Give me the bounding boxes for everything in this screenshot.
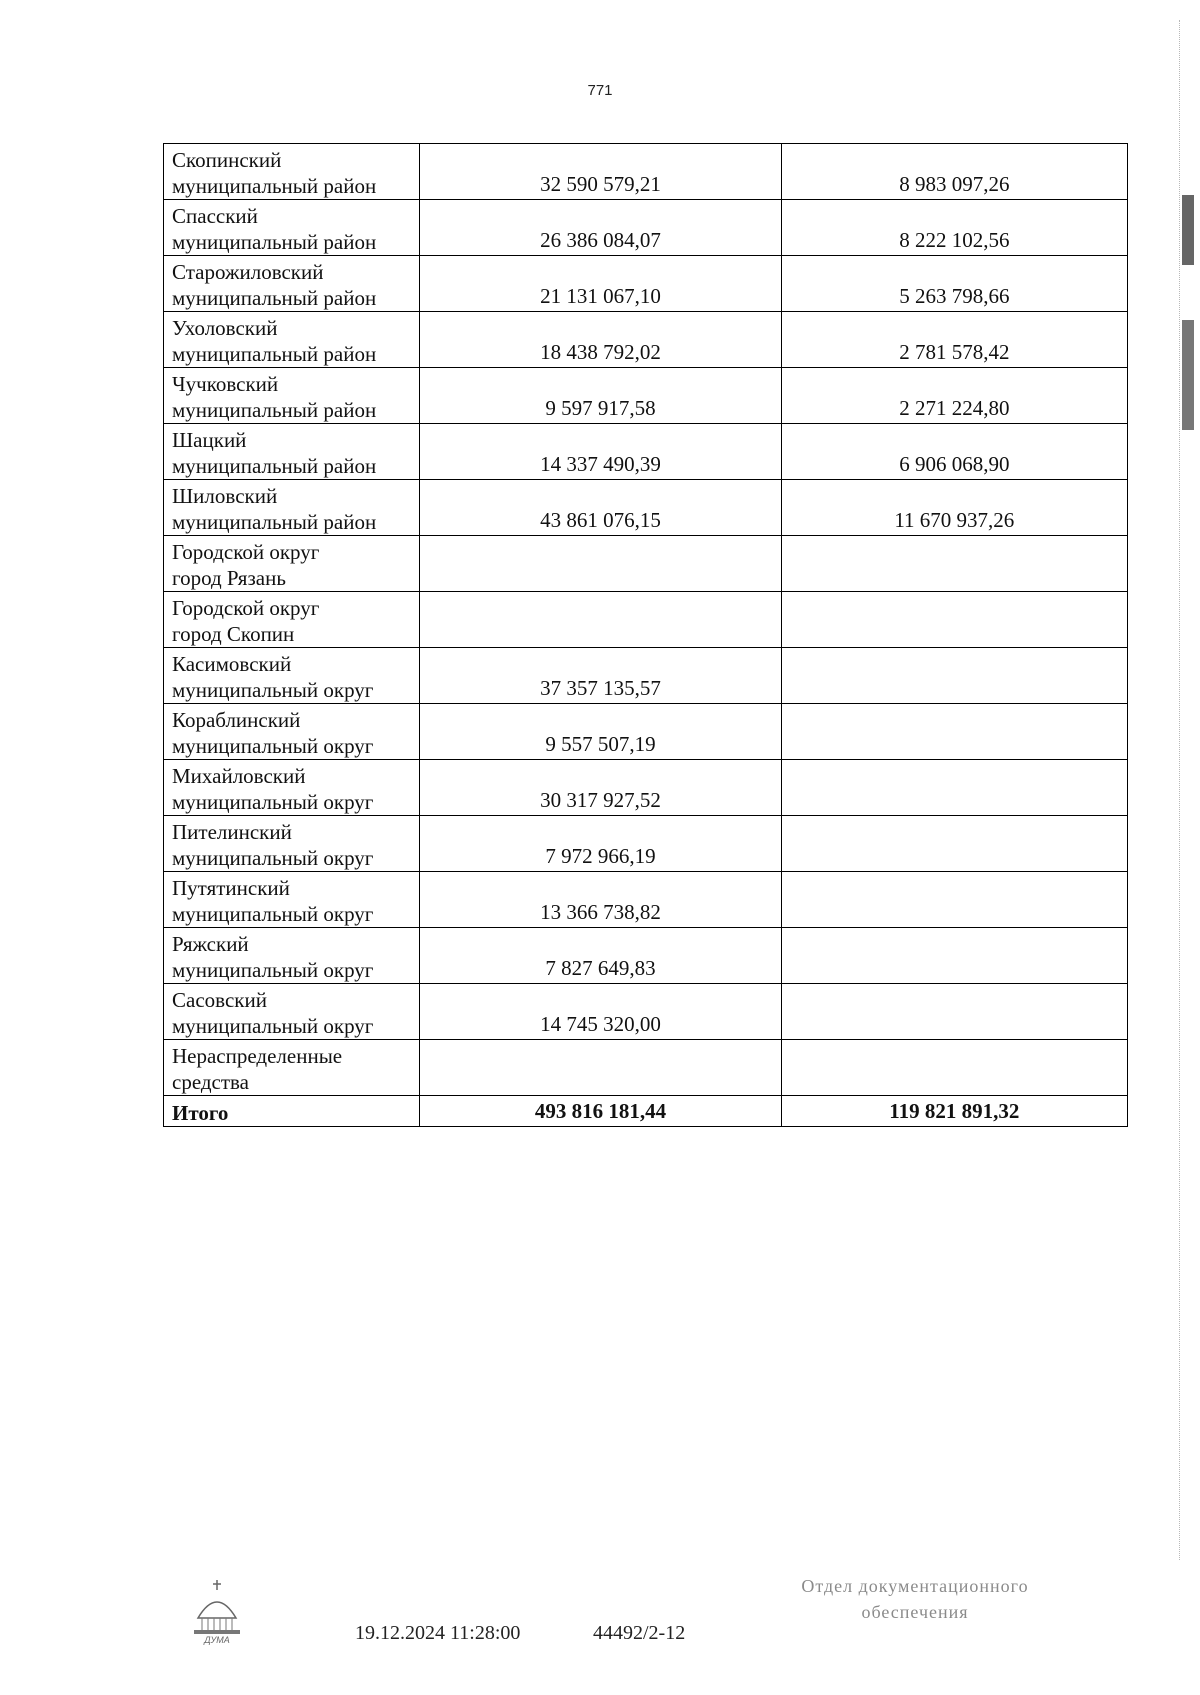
amount-cell-2: 8 222 102,56 <box>781 200 1127 256</box>
stamp-line-1: Отдел документационного <box>801 1576 1029 1596</box>
amount-cell-1: 14 337 490,39 <box>420 424 781 480</box>
territory-name-line: Кораблинский <box>172 708 301 732</box>
stamp-line-2: обеспечения <box>861 1602 969 1622</box>
total-row <box>164 1096 1128 1127</box>
total-amount-cell-1: 493 816 181,44 <box>420 1096 781 1127</box>
amount-cell-1 <box>420 592 781 648</box>
amount-cell-1: 26 386 084,07 <box>420 200 781 256</box>
table-row <box>164 536 1128 592</box>
territory-name-line: муниципальный район <box>172 174 377 198</box>
territory-name-line: муниципальный район <box>172 342 377 366</box>
amount-cell-2 <box>781 872 1127 928</box>
amount-cell-2 <box>781 536 1127 592</box>
table-row <box>164 200 1128 256</box>
page-number: 771 <box>587 82 613 99</box>
amount-cell-1: 30 317 927,52 <box>420 760 781 816</box>
territory-name-cell <box>164 1040 420 1096</box>
territory-name-cell <box>164 704 420 760</box>
territory-name-line: муниципальный район <box>172 510 377 534</box>
total-amount-cell-2: 119 821 891,32 <box>781 1096 1127 1127</box>
territory-name-line: город Рязань <box>172 566 286 590</box>
table-row <box>164 704 1128 760</box>
amount-cell-2: 2 271 224,80 <box>781 368 1127 424</box>
total-label-cell: Итого <box>164 1096 420 1127</box>
footer-reg-number: 44492/2-12 <box>593 1622 686 1644</box>
table-row <box>164 760 1128 816</box>
amount-cell-1 <box>420 1040 781 1096</box>
territory-name-cell <box>164 760 420 816</box>
territory-name-cell <box>164 144 420 200</box>
table-row <box>164 872 1128 928</box>
territory-name-line: Путятинский <box>172 876 290 900</box>
territory-name-line: муниципальный округ <box>172 902 374 926</box>
territory-name-line: Старожиловский <box>172 260 324 284</box>
amount-cell-1 <box>420 536 781 592</box>
territory-name-cell <box>164 872 420 928</box>
territory-name-cell <box>164 592 420 648</box>
territory-name-line: муниципальный район <box>172 454 377 478</box>
territory-name-cell <box>164 480 420 536</box>
territory-name-line: муниципальный округ <box>172 846 374 870</box>
territory-name-line: Чучковский <box>172 372 279 396</box>
territory-name-line: Нераспределенные <box>172 1044 343 1068</box>
table-row <box>164 312 1128 368</box>
amount-cell-2 <box>781 648 1127 704</box>
amount-cell-2: 11 670 937,26 <box>781 480 1127 536</box>
amount-cell-2: 5 263 798,66 <box>781 256 1127 312</box>
table-body <box>164 144 1128 1127</box>
territory-name-line: Ухоловский <box>172 316 278 340</box>
territory-name-line: муниципальный округ <box>172 958 374 982</box>
territory-name-cell <box>164 984 420 1040</box>
territory-name-cell <box>164 200 420 256</box>
amount-cell-2: 8 983 097,26 <box>781 144 1127 200</box>
amount-cell-2 <box>781 704 1127 760</box>
table-row <box>164 256 1128 312</box>
territory-name-line: Городской округ <box>172 596 320 620</box>
amount-cell-1: 18 438 792,02 <box>420 312 781 368</box>
table-row <box>164 480 1128 536</box>
amount-cell-2 <box>781 816 1127 872</box>
logo-text: ДУМА <box>204 1635 230 1645</box>
territory-name-line: Михайловский <box>172 764 306 788</box>
amount-cell-2 <box>781 984 1127 1040</box>
territory-name-line: Спасский <box>172 204 258 228</box>
table-row <box>164 424 1128 480</box>
scan-edge-artifact <box>1179 20 1194 1560</box>
territory-name-cell <box>164 312 420 368</box>
territory-name-line: Ряжский <box>172 932 249 956</box>
territory-name-line: город Скопин <box>172 622 295 646</box>
territory-name-line: муниципальный округ <box>172 1014 374 1038</box>
table-row <box>164 592 1128 648</box>
amount-cell-1: 9 597 917,58 <box>420 368 781 424</box>
territory-name-line: муниципальный район <box>172 230 377 254</box>
amount-cell-2 <box>781 760 1127 816</box>
territory-name-cell <box>164 648 420 704</box>
budget-table <box>163 143 1128 1127</box>
table-row <box>164 984 1128 1040</box>
territory-name-line: муниципальный район <box>172 398 377 422</box>
table-row <box>164 1040 1128 1096</box>
territory-name-line: муниципальный район <box>172 286 377 310</box>
amount-cell-2 <box>781 1040 1127 1096</box>
amount-cell-2: 2 781 578,42 <box>781 312 1127 368</box>
territory-name-line: Городской округ <box>172 540 320 564</box>
territory-name-line: средства <box>172 1070 250 1094</box>
amount-cell-2 <box>781 928 1127 984</box>
amount-cell-2 <box>781 592 1127 648</box>
amount-cell-1: 13 366 738,82 <box>420 872 781 928</box>
table-row <box>164 648 1128 704</box>
table-row <box>164 928 1128 984</box>
amount-cell-1: 9 557 507,19 <box>420 704 781 760</box>
territory-name-cell <box>164 424 420 480</box>
territory-name-line: муниципальный округ <box>172 734 374 758</box>
amount-cell-1: 14 745 320,00 <box>420 984 781 1040</box>
territory-name-line: муниципальный округ <box>172 790 374 814</box>
department-stamp <box>770 1573 1060 1625</box>
amount-cell-1: 7 827 649,83 <box>420 928 781 984</box>
territory-name-line: Скопинский <box>172 148 282 172</box>
territory-name-cell <box>164 256 420 312</box>
amount-cell-1: 21 131 067,10 <box>420 256 781 312</box>
territory-name-line: Пителинский <box>172 820 292 844</box>
territory-name-cell <box>164 368 420 424</box>
table-row <box>164 816 1128 872</box>
territory-name-cell <box>164 816 420 872</box>
footer-datetime: 19.12.2024 11:28:00 <box>355 1622 521 1644</box>
territory-name-line: муниципальный округ <box>172 678 374 702</box>
amount-cell-1: 37 357 135,57 <box>420 648 781 704</box>
amount-cell-1: 43 861 076,15 <box>420 480 781 536</box>
territory-name-line: Касимовский <box>172 652 292 676</box>
table-row <box>164 144 1128 200</box>
territory-name-cell <box>164 536 420 592</box>
table-row <box>164 368 1128 424</box>
territory-name-line: Шацкий <box>172 428 247 452</box>
territory-name-cell <box>164 928 420 984</box>
duma-logo-icon <box>188 1578 246 1648</box>
amount-cell-1: 32 590 579,21 <box>420 144 781 200</box>
amount-cell-1: 7 972 966,19 <box>420 816 781 872</box>
amount-cell-2: 6 906 068,90 <box>781 424 1127 480</box>
territory-name-line: Сасовский <box>172 988 267 1012</box>
territory-name-line: Шиловский <box>172 484 278 508</box>
